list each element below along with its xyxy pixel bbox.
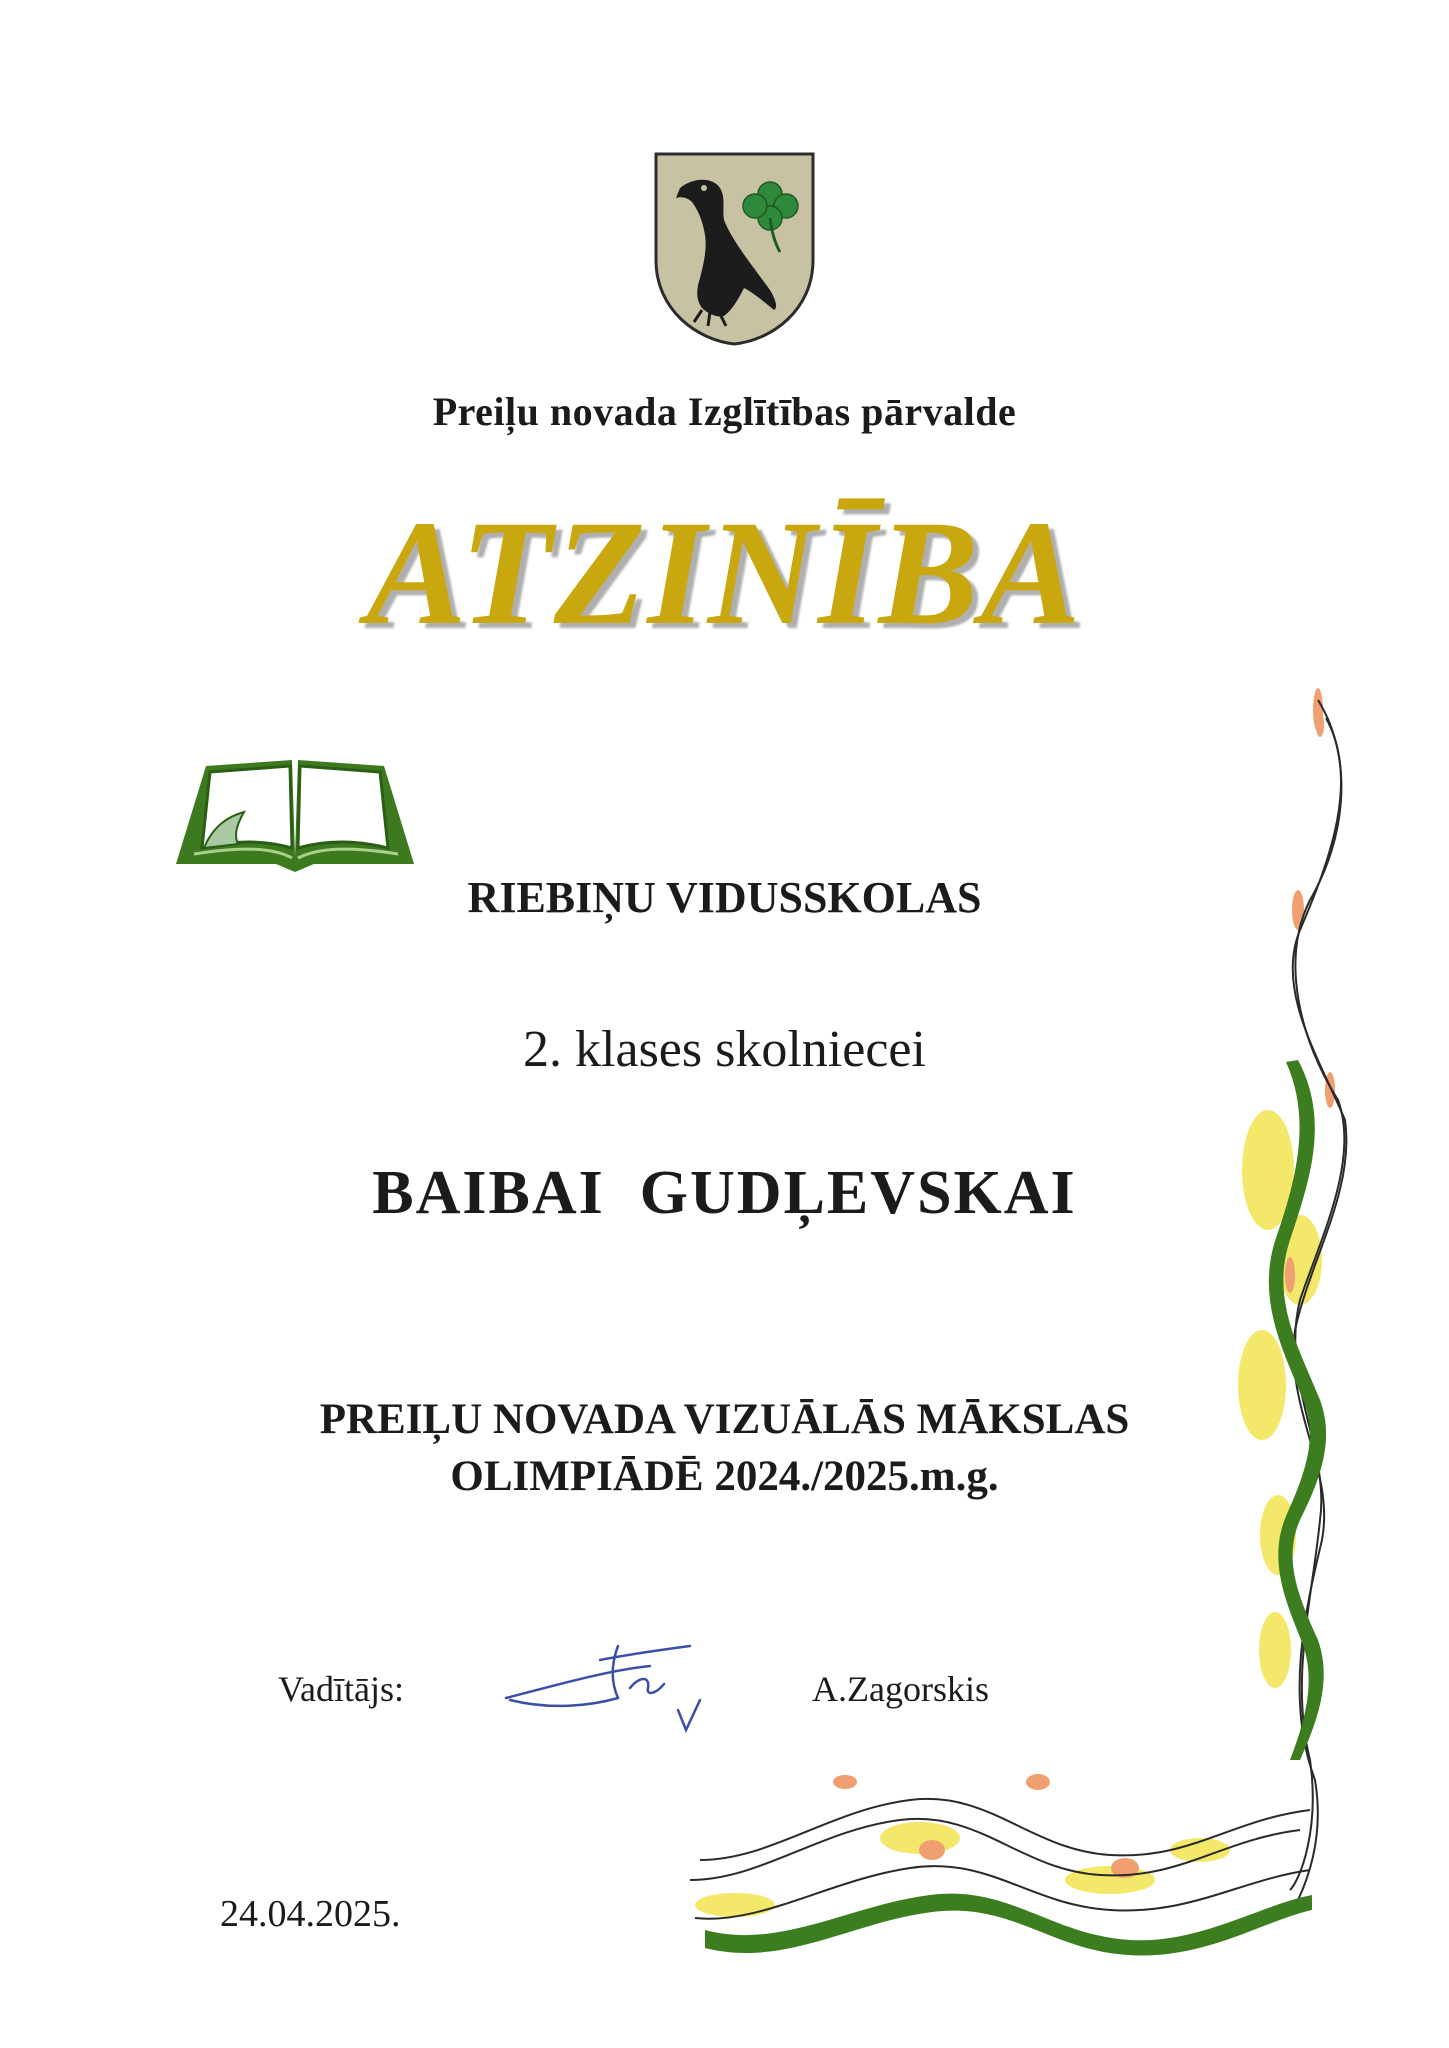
issuer-name: Preiļu novada Izglītības pārvalde (432, 389, 1017, 434)
recipient-name: BAIBAI GUDĻEVSKAI (372, 1159, 1077, 1227)
event-line-2: OLIMPIĀDĒ 2024./2025.m.g. (450, 1453, 999, 1500)
certificate-title: ATZINĪBA (366, 490, 1083, 656)
handwritten-signature (500, 1640, 730, 1750)
school-name: RIEBIŅU VIDUSSKOLAS (467, 873, 982, 922)
signature-label: Vadītājs: (278, 1669, 404, 1709)
event-line-1: PREIĻU NOVADA VIZUĀLĀS MĀKSLAS (319, 1396, 1130, 1443)
open-book-icon (174, 736, 416, 872)
class-line: 2. klases skolniecei (523, 1021, 926, 1078)
issue-date: 24.04.2025. (220, 1893, 401, 1935)
coat-of-arms-icon (652, 150, 817, 346)
signatory-name: A.Zagorskis (812, 1669, 989, 1709)
